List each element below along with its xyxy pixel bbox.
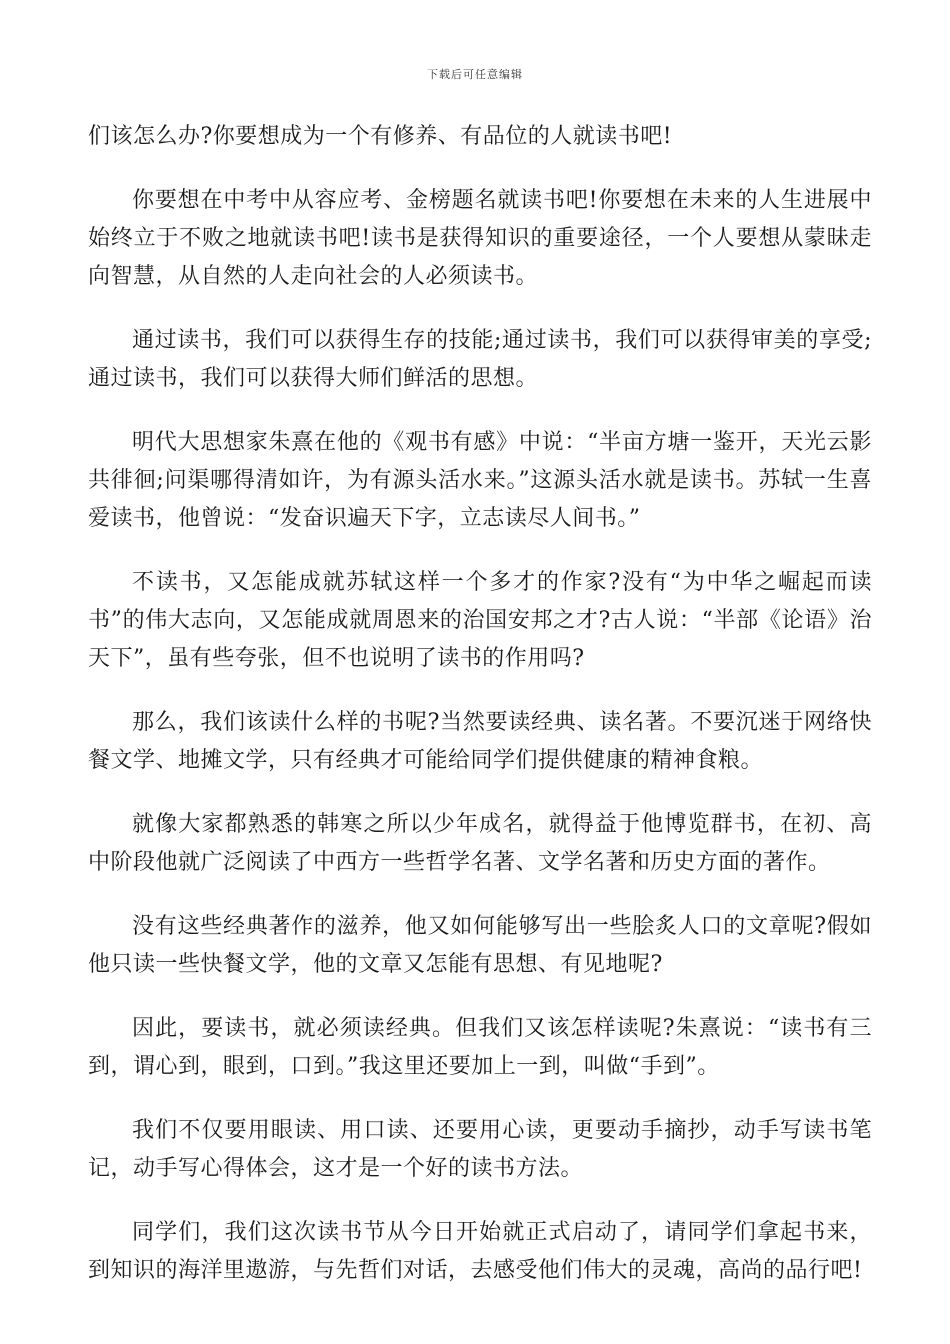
paragraph: 同学们，我们这次读书节从今日开始就正式启动了，请同学们拿起书来，到知识的海洋里遨游，与先哲们对话，去感受他们伟大的灵魂，高尚的品行吧! [88,1220,872,1283]
paragraph: 我们不仅要用眼读、用口读、还要用心读，更要动手摘抄，动手写读书笔记，动手写心得体会，这才是一个好的读书方法。 [88,1118,872,1181]
paragraph: 因此，要读书，就必须读经典。但我们又该怎样读呢?朱熹说：“读书有三到，谓心到，眼到，口到。”我这里还要加上一到，叫做“手到”。 [88,1016,872,1079]
paragraph: 那么，我们该读什么样的书呢?当然要读经典、读名著。不要沉迷于网络快餐文学、地摊文学，只有经典才可能给同学们提供健康的精神食粮。 [88,710,872,773]
document-body [88,118,872,1316]
paragraph: 们该怎么办?你要想成为一个有修养、有品位的人就读书吧! [88,124,673,149]
paragraph: 不读书，又怎能成就苏轼这样一个多才的作家?没有“为中华之崛起而读书”的伟大志向，又怎能成就周恩来的治国安邦之才?古人说：“半部《论语》治天下”，虽有些夸张，但不也说明了读书的作用吗? [88,570,872,671]
paragraph: 明代大思想家朱熹在他的《观书有感》中说：“半亩方塘一鉴开，天光云影共徘徊;问渠哪得清如许，为有源头活水来。”这源头活水就是读书。苏轼一生喜爱读书，他曾说：“发奋识遍天下字，立志读尽人间书。” [88,430,872,531]
paragraph: 你要想在中考中从容应考、金榜题名就读书吧!你要想在未来的人生进展中始终立于不败之地就读书吧!读书是获得知识的重要途径，一个人要想从蒙昧走向智慧，从自然的人走向社会的人必须读书。 [88,188,872,289]
page-header: 下载后可任意编辑 [427,68,523,81]
paragraph: 就像大家都熟悉的韩寒之所以少年成名，就得益于他博览群书，在初、高中阶段他就广泛阅读了中西方一些哲学名著、文学名著和历史方面的著作。 [88,812,872,875]
paragraph: 通过读书，我们可以获得生存的技能;通过读书，我们可以获得审美的享受;通过读书，我们可以获得大师们鲜活的思想。 [88,328,872,391]
paragraph: 没有这些经典著作的滋养，他又如何能够写出一些脍炙人口的文章呢?假如他只读一些快餐文学，他的文章又怎能有思想、有见地呢? [88,914,872,977]
